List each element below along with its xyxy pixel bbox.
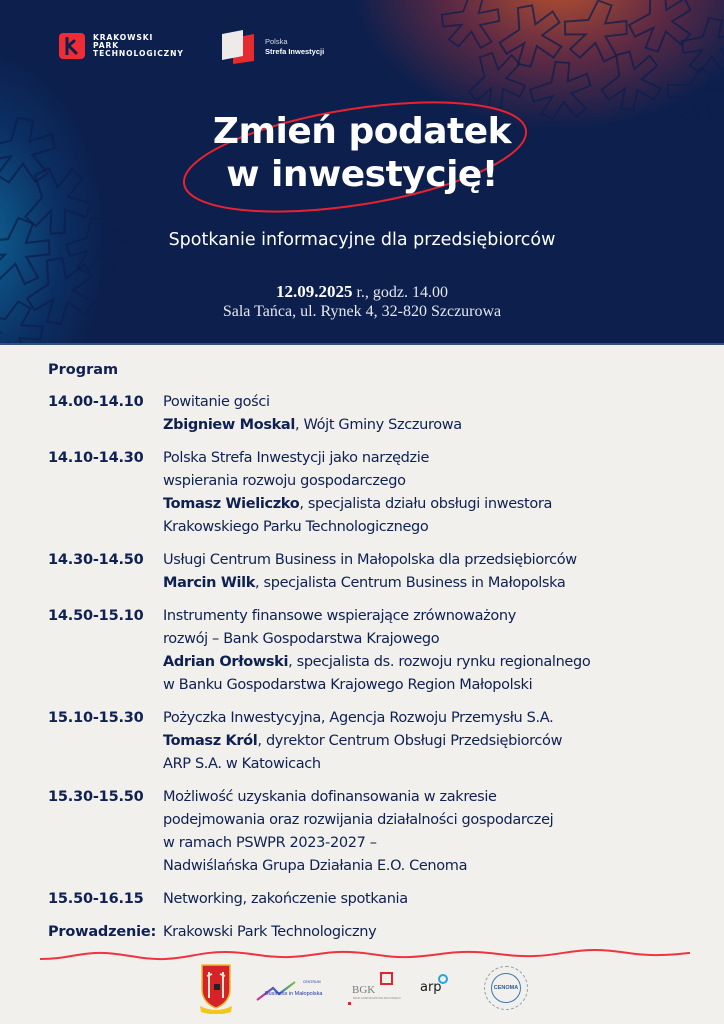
date-suffix: r., godz. 14.00 — [352, 284, 449, 301]
title-line1: Zmień podatek — [212, 111, 512, 152]
cbm-logo — [255, 978, 330, 1002]
bgk-square-icon — [380, 972, 393, 985]
speaker-name: Tomasz Wieliczko — [163, 496, 300, 512]
kpt-line2: PARK — [93, 40, 120, 50]
bgk-sublabel: BANK GOSPODARSTWA KRAJOWEGO — [353, 997, 401, 1000]
desc-line: Instrumenty finansowe wspierające zrównoważony — [163, 608, 516, 624]
host-label: Prowadzenie: — [48, 924, 157, 940]
program-time: 15.30-15.50 — [48, 789, 144, 805]
desc-line: Możliwość uzyskania dofinansowania w zakresie — [163, 789, 497, 805]
bgk-dot-icon — [348, 1002, 351, 1005]
program-time: 15.50-16.15 — [48, 891, 144, 907]
psi-line1: Polska — [265, 37, 288, 46]
desc-line — [163, 414, 462, 437]
desc-line: Networking, zakończenie spotkania — [163, 891, 408, 907]
program-time: 14.30-14.50 — [48, 552, 144, 568]
bgk-label: BGK — [352, 984, 376, 996]
desc-line: Krakowskiego Parku Technologicznego — [163, 519, 429, 535]
kpt-line1: KRAKOWSKI — [93, 32, 154, 42]
program-time: 14.50-15.10 — [48, 608, 144, 624]
program-description — [163, 391, 462, 437]
host-row — [48, 921, 688, 944]
cbm-label: Business in Małopolska — [265, 991, 323, 997]
program-description — [163, 447, 552, 539]
program-row — [48, 605, 688, 697]
speaker-name: Marcin Wilk — [163, 575, 256, 591]
kpt-k-icon — [59, 33, 85, 59]
page-title — [0, 110, 724, 196]
speaker-name: Zbigniew Moskal — [163, 417, 295, 433]
program-description — [163, 707, 562, 776]
program-row — [48, 786, 688, 878]
speaker-role: , specjalista Centrum Business in Małopolska — [255, 575, 566, 591]
speaker-role: , specjalista ds. rozwoju rynku regionalnego — [288, 654, 591, 670]
kpt-line3: TECHNOLOGICZNY — [93, 49, 184, 59]
desc-line: podejmowania oraz rozwijania działalności gospodarczej — [163, 812, 554, 828]
program-description — [163, 786, 553, 878]
program-row — [48, 391, 688, 437]
bgk-logo — [350, 970, 400, 1010]
program-row — [48, 549, 688, 595]
speaker-name: Adrian Orłowski — [163, 654, 289, 670]
cenoma-logo — [484, 966, 528, 1010]
program-row — [48, 707, 688, 776]
date-value: 12.09.2025 — [275, 282, 353, 301]
desc-line: rozwój – Bank Gospodarstwa Krajowego — [163, 631, 440, 647]
speaker-role: , specjalista działu obsługi inwestora — [299, 496, 552, 512]
program-time: 15.10-15.30 — [48, 710, 144, 726]
desc-line: Nadwiślańska Grupa Działania E.O. Cenoma — [163, 858, 468, 874]
desc-line: w Banku Gospodarstwa Krajowego Region Małopolski — [163, 677, 533, 693]
cbm-small-label: CENTRUM — [303, 980, 321, 984]
arp-logo — [420, 974, 460, 1009]
program-time: 14.00-14.10 — [48, 394, 144, 410]
subtitle: Spotkanie informacyjne dla przedsiębiorców — [168, 230, 556, 250]
speaker-name: Tomasz Król — [163, 733, 258, 749]
event-date — [0, 282, 724, 302]
header-divider — [0, 343, 724, 345]
desc-line: Usługi Centrum Business in Małopolska dla przedsiębiorców — [163, 552, 577, 568]
cenoma-label: CENOMA — [493, 985, 519, 991]
desc-line: Powitanie gości — [163, 394, 270, 410]
kpt-logo — [59, 33, 184, 59]
desc-line — [163, 572, 577, 595]
desc-line: ARP S.A. w Katowicach — [163, 756, 321, 772]
desc-line — [163, 651, 590, 674]
program-time: 14.10-14.30 — [48, 450, 144, 466]
desc-line: wspierania rozwoju gospodarczego — [163, 473, 406, 489]
program-heading: Program — [48, 362, 119, 378]
gmina-crest-icon — [198, 962, 234, 1014]
sponsor-logos — [0, 960, 724, 1020]
header-banner — [0, 0, 724, 345]
psi-logo — [221, 30, 324, 64]
title-line2: w inwestycję! — [226, 154, 498, 195]
event-venue: Sala Tańca, ul. Rynek 4, 32-820 Szczurowa — [222, 303, 502, 320]
psi-line2: Strefa Inwestycji — [265, 47, 325, 56]
host-value — [163, 921, 376, 944]
program-description — [163, 605, 590, 697]
desc-line — [163, 730, 562, 753]
program-row — [48, 447, 688, 539]
desc-line — [163, 493, 552, 516]
psi-flag-icon — [221, 30, 255, 64]
desc-line: Pożyczka Inwestycyjna, Agencja Rozwoju Przemysłu S.A. — [163, 710, 554, 726]
desc-line: w ramach PSWPR 2023-2027 – — [163, 835, 377, 851]
desc-line: Polska Strefa Inwestycji jako narzędzie — [163, 450, 430, 466]
speaker-role: , Wójt Gminy Szczurowa — [294, 417, 462, 433]
arp-label: arp — [420, 980, 442, 995]
program-description — [163, 549, 577, 595]
cenoma-circle-icon — [491, 973, 521, 1003]
desc-line: Krakowski Park Technologiczny — [163, 924, 377, 940]
speaker-role: , dyrektor Centrum Obsługi Przedsiębiorców — [257, 733, 563, 749]
program-row — [48, 888, 688, 911]
program-description — [163, 888, 408, 911]
program-section — [48, 362, 688, 954]
